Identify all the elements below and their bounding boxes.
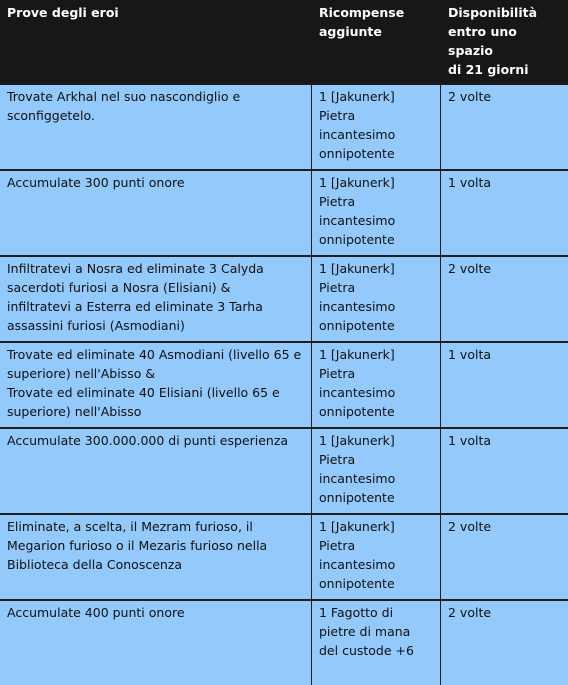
header-challenge — [0, 0, 312, 85]
availability-cell-text: 2 volte — [448, 89, 492, 104]
table-row — [0, 429, 568, 515]
header-availability-line: Disponibilità — [448, 5, 538, 20]
availability-cell — [441, 515, 568, 601]
challenge-cell-line: superiore) nell'Abisso — [7, 404, 142, 419]
challenge-cell — [0, 515, 312, 601]
header-reward-line: Ricompense — [319, 5, 405, 20]
reward-cell-line: Pietra — [319, 280, 356, 295]
reward-cell-line: Pietra — [319, 194, 356, 209]
reward-cell-line: incantesimo — [319, 127, 396, 142]
reward-cell-line: del custode +6 — [319, 643, 414, 658]
table-row — [0, 601, 568, 685]
reward-cell-line: incantesimo — [319, 471, 396, 486]
reward-cell-line: Pietra — [319, 538, 356, 553]
table-row — [0, 515, 568, 601]
challenge-cell-line: sconfiggetelo. — [7, 108, 95, 123]
availability-cell-text: 2 volte — [448, 261, 492, 276]
reward-cell-line: onnipotente — [319, 232, 395, 247]
reward-cell — [312, 343, 441, 429]
table-row — [0, 343, 568, 429]
reward-cell-line: incantesimo — [319, 385, 396, 400]
availability-cell — [441, 429, 568, 515]
reward-cell — [312, 515, 441, 601]
reward-cell-line: onnipotente — [319, 490, 395, 505]
reward-cell-line: 1 [Jakunerk] — [319, 347, 395, 362]
reward-cell — [312, 171, 441, 257]
reward-cell-line: Pietra — [319, 108, 356, 123]
challenge-cell-line: superiore) nell'Abisso & — [7, 366, 156, 381]
reward-cell-line: 1 [Jakunerk] — [319, 519, 395, 534]
challenge-cell-line: Trovate Arkhal nel suo nascondiglio e — [7, 89, 241, 104]
challenge-cell — [0, 257, 312, 343]
reward-cell-line: Pietra — [319, 366, 356, 381]
reward-cell-line: onnipotente — [319, 318, 395, 333]
header-availability-line: di 21 giorni — [448, 62, 529, 77]
availability-cell — [441, 601, 568, 685]
reward-cell — [312, 429, 441, 515]
header-row — [0, 0, 568, 85]
reward-cell-line: 1 Fagotto di — [319, 605, 394, 620]
challenge-cell — [0, 343, 312, 429]
reward-cell-line: pietre di mana — [319, 624, 411, 639]
reward-cell-line: incantesimo — [319, 557, 396, 572]
reward-cell — [312, 601, 441, 685]
reward-cell-line: incantesimo — [319, 213, 396, 228]
availability-cell — [441, 343, 568, 429]
challenge-cell-line: Eliminate, a scelta, il Mezram furioso, il — [7, 519, 253, 534]
reward-cell-line: Pietra — [319, 452, 356, 467]
header-reward-line: aggiunte — [319, 24, 382, 39]
availability-cell — [441, 171, 568, 257]
reward-cell — [312, 257, 441, 343]
table-row — [0, 85, 568, 171]
availability-cell-text: 2 volte — [448, 519, 492, 534]
challenge-cell-line: Biblioteca della Conoscenza — [7, 557, 183, 572]
challenge-cell — [0, 85, 312, 171]
challenge-cell-line: Accumulate 300 punti onore — [7, 175, 185, 190]
availability-cell-text: 1 volta — [448, 347, 492, 362]
availability-cell-text: 1 volta — [448, 175, 492, 190]
challenge-cell-line: assassini furiosi (Asmodiani) — [7, 318, 185, 333]
challenge-cell — [0, 429, 312, 515]
challenge-cell-line: Infiltratevi a Nosra ed eliminate 3 Calyda — [7, 261, 264, 276]
challenge-cell-line: Accumulate 300.000.000 di punti esperienza — [7, 433, 289, 448]
header-availability-line: entro uno spazio — [448, 24, 517, 58]
table-row — [0, 171, 568, 257]
reward-cell — [312, 85, 441, 171]
header-reward — [312, 0, 441, 85]
reward-cell-line: 1 [Jakunerk] — [319, 261, 395, 276]
reward-cell-line: 1 [Jakunerk] — [319, 433, 395, 448]
reward-cell-line: onnipotente — [319, 404, 395, 419]
availability-cell-text: 1 volta — [448, 433, 492, 448]
challenge-cell — [0, 601, 312, 685]
table-body — [0, 85, 568, 685]
challenge-cell-line: infiltratevi a Esterra ed eliminate 3 Tarha — [7, 299, 263, 314]
table-header — [0, 0, 568, 85]
availability-cell-text: 2 volte — [448, 605, 492, 620]
table-row — [0, 257, 568, 343]
availability-cell — [441, 257, 568, 343]
reward-cell-line: 1 [Jakunerk] — [319, 175, 395, 190]
reward-cell-line: incantesimo — [319, 299, 396, 314]
reward-cell-line: onnipotente — [319, 576, 395, 591]
reward-cell-line: 1 [Jakunerk] — [319, 89, 395, 104]
challenge-cell-line: sacerdoti furiosi a Nosra (Elisiani) & — [7, 280, 231, 295]
header-challenge-text: Prove degli eroi — [7, 5, 119, 20]
challenge-cell-line: Megarion furioso o il Mezaris furioso nella — [7, 538, 268, 553]
challenge-cell — [0, 171, 312, 257]
reward-cell-line: onnipotente — [319, 146, 395, 161]
header-availability — [441, 0, 568, 85]
availability-cell — [441, 85, 568, 171]
challenge-cell-line: Trovate ed eliminate 40 Asmodiani (livello 65 e — [7, 347, 302, 362]
challenge-cell-line: Trovate ed eliminate 40 Elisiani (livello 65 e — [7, 385, 280, 400]
challenge-cell-line: Accumulate 400 punti onore — [7, 605, 185, 620]
